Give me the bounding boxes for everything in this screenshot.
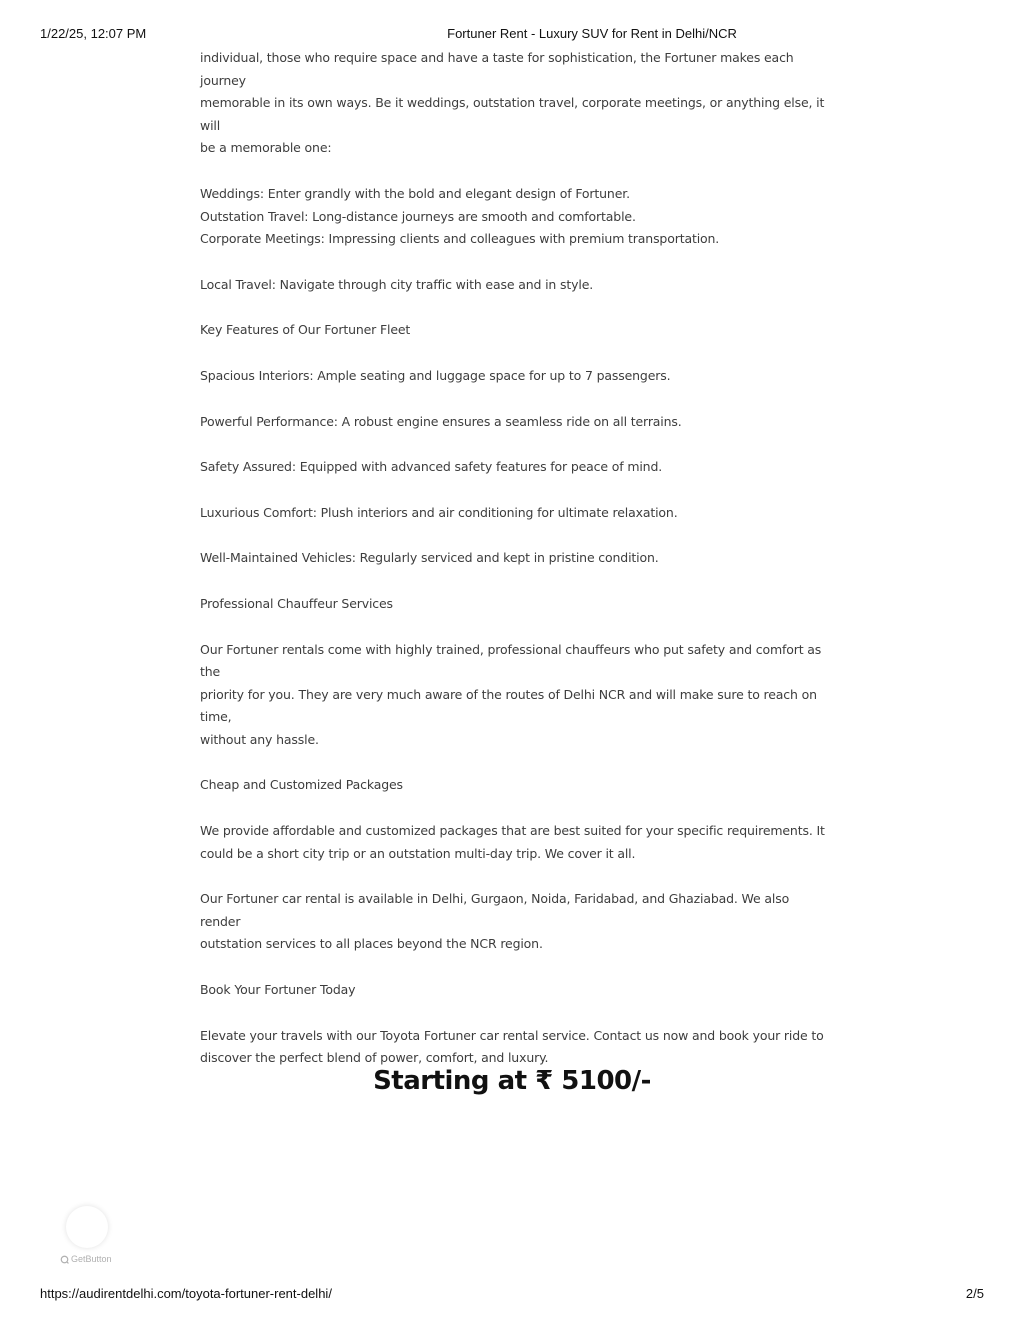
use-corporate: Corporate Meetings: Impressing clients and colleagues with premium transportation.	[200, 231, 720, 247]
chauffeur-line: Our Fortuner rentals come with highly trained, professional chauffeurs who put safety and comfort as the	[200, 641, 822, 680]
use-weddings: Weddings: Enter grandly with the bold and elegant design of Fortuner.	[200, 185, 630, 201]
availability-line: outstation services to all places beyond the NCR region.	[200, 936, 543, 952]
packages-line: We provide affordable and customized packages that are best suited for your specific requirements. It	[200, 823, 825, 839]
page-number: 2/5	[965, 1286, 984, 1301]
availability-line: Our Fortuner car rental is available in Delhi, Gurgaon, Noida, Faridabad, and Ghaziabad. We also render	[200, 891, 790, 929]
book-heading: Book Your Fortuner Today	[200, 982, 356, 998]
use-local-travel: Local Travel: Navigate through city traffic with ease and in style.	[200, 276, 594, 292]
feature-maintained: Well-Maintained Vehicles: Regularly serviced and kept in pristine condition.	[200, 550, 659, 566]
getbutton-credit-link[interactable]	[60, 1254, 112, 1264]
article-content	[200, 47, 830, 1070]
getbutton-widget-button[interactable]	[66, 1206, 108, 1248]
chauffeur-heading: Professional Chauffeur Services	[200, 595, 393, 611]
page-url: https://audirentdelhi.com/toyota-fortuner-rent-delhi/	[40, 1286, 332, 1301]
page-title: Fortuner Rent - Luxury SUV for Rent in Delhi/NCR	[447, 26, 737, 41]
feature-safety: Safety Assured: Equipped with advanced safety features for peace of mind.	[200, 459, 663, 475]
intro-line: be a memorable one:	[200, 140, 332, 156]
feature-comfort: Luxurious Comfort: Plush interiors and air conditioning for ultimate relaxation.	[200, 504, 678, 520]
getbutton-logo-icon	[60, 1255, 69, 1264]
getbutton-label: GetButton	[71, 1254, 112, 1264]
chauffeur-line: without any hassle.	[200, 731, 319, 747]
packages-heading: Cheap and Customized Packages	[200, 777, 403, 793]
feature-spacious: Spacious Interiors: Ample seating and luggage space for up to 7 passengers.	[200, 367, 671, 383]
features-heading: Key Features of Our Fortuner Fleet	[200, 322, 411, 338]
book-line: Elevate your travels with our Toyota Fortuner car rental service. Contact us now and book your ride to	[200, 1027, 824, 1043]
print-date: 1/22/25, 12:07 PM	[40, 26, 147, 41]
book-line: discover the perfect blend of power, comfort, and luxury.	[200, 1050, 549, 1066]
use-outstation: Outstation Travel: Long-distance journeys are smooth and comfortable.	[200, 208, 636, 224]
starting-price-heading: Starting at ₹ 5100/-	[373, 1066, 651, 1096]
chauffeur-line: priority for you. They are very much aware of the routes of Delhi NCR and will make sure to reach on time,	[200, 686, 817, 725]
intro-line: memorable in its own ways. Be it weddings, outstation travel, corporate meetings, or anything else, it will	[200, 95, 825, 133]
intro-line: individual, those who require space and have a taste for sophistication, the Fortuner makes each journey	[200, 50, 794, 88]
packages-line: could be a short city trip or an outstation multi-day trip. We cover it all.	[200, 845, 636, 861]
feature-performance: Powerful Performance: A robust engine ensures a seamless ride on all terrains.	[200, 413, 682, 429]
